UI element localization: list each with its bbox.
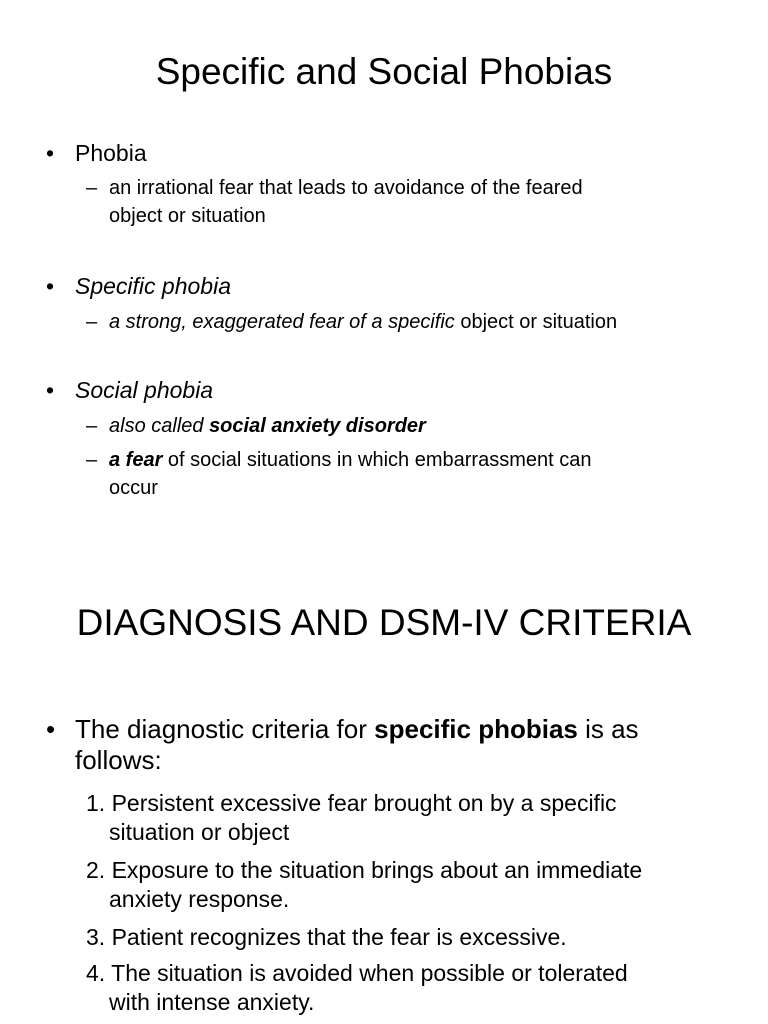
social-phobia-alias <box>109 412 719 440</box>
bullet-dot: • <box>46 714 56 744</box>
specific-phobia-definition-rest: object or situation <box>454 311 618 333</box>
criterion-line2: anxiety response. <box>109 886 290 912</box>
social-phobia-alias-prefix: also called <box>109 415 210 437</box>
diagnostic-intro-bold: specific phobias <box>374 714 578 744</box>
social-phobia-definition-line2: occur <box>109 477 158 499</box>
specific-phobia-definition <box>109 308 719 336</box>
slide-title: Specific and Social Phobias <box>155 51 613 92</box>
dash: – <box>86 311 98 333</box>
criterion-line1: 4. The situation is avoided when possible or tolerated <box>86 960 628 986</box>
social-phobia-alias-bold: social anxiety disorder <box>209 415 426 437</box>
social-phobia-definition <box>109 446 719 502</box>
term-specific-phobia: Specific phobia <box>75 273 231 299</box>
dash: – <box>86 177 98 199</box>
bullet-dot: • <box>46 273 55 299</box>
slide-title: DIAGNOSIS AND DSM-IV CRITERIA <box>76 602 692 643</box>
social-phobia-definition-line1: of social situations in which embarrassment can <box>162 449 592 471</box>
diagnostic-intro-line2: follows: <box>75 745 162 775</box>
dash: – <box>86 449 98 471</box>
diagnostic-intro-prefix: The diagnostic criteria for <box>75 714 375 744</box>
criterion-item <box>86 856 726 914</box>
criterion-line2: situation or object <box>109 819 290 845</box>
bullet-dot: • <box>46 140 55 166</box>
dash: – <box>86 415 98 437</box>
criterion-line2: with intense anxiety. <box>109 989 315 1015</box>
diagnostic-intro-suffix: is as <box>577 714 639 744</box>
phobia-definition-line2: object or situation <box>109 205 266 227</box>
criterion-item <box>86 923 726 952</box>
phobia-definition-line1: an irrational fear that leads to avoidance of the feared <box>109 177 583 199</box>
criterion-line1: 3. Patient recognizes that the fear is excessive. <box>86 924 567 950</box>
criterion-line1: 1. Persistent excessive fear brought on by a specific <box>86 790 617 816</box>
phobia-definition <box>109 174 719 230</box>
criterion-line1: 2. Exposure to the situation brings about an immediate <box>86 857 643 883</box>
slide-diagnosis-dsm-iv <box>0 520 768 1024</box>
term-social-phobia: Social phobia <box>75 377 214 403</box>
term-phobia: Phobia <box>75 140 147 166</box>
criterion-item <box>86 789 726 847</box>
social-phobia-definition-bold: a fear <box>109 449 163 471</box>
bullet-dot: • <box>46 377 55 403</box>
diagnostic-intro <box>75 714 715 776</box>
specific-phobia-definition-italic: a strong, exaggerated fear of a specific <box>109 311 455 333</box>
criterion-item <box>86 959 726 1017</box>
